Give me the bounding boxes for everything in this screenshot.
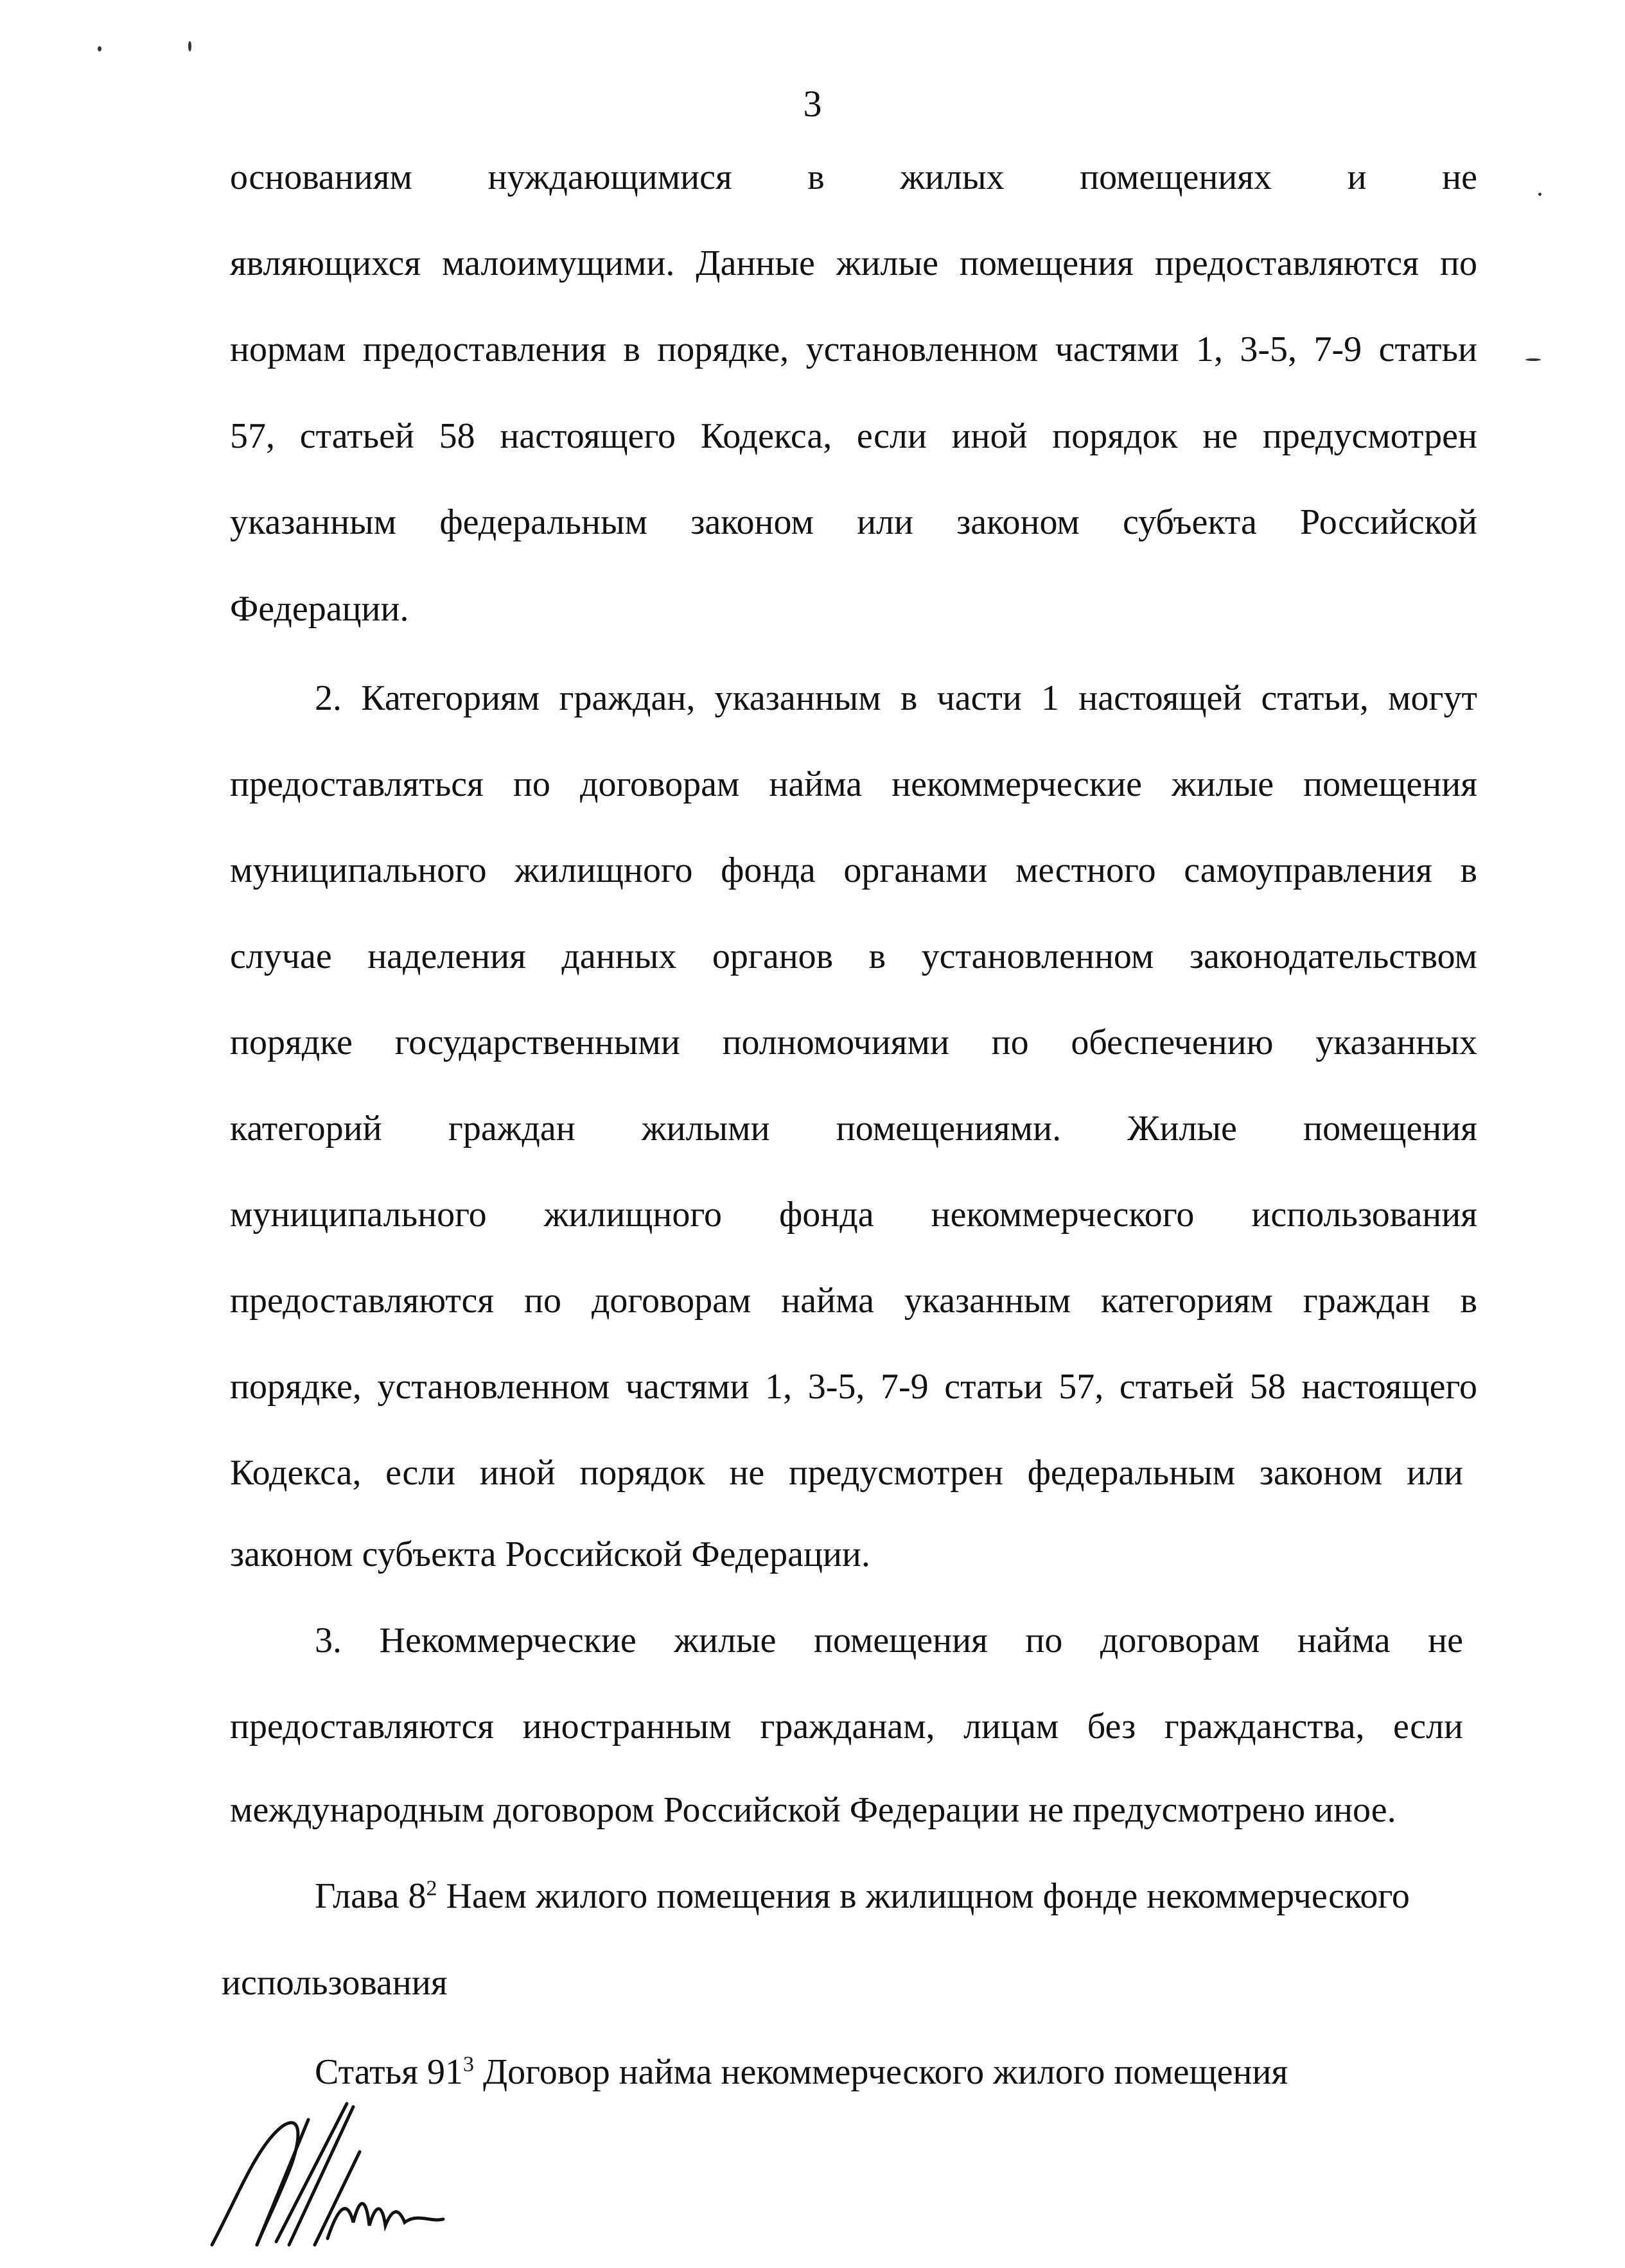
chapter-heading-continuation: использования [222,1963,448,2003]
text-line: являющихся малоимущими. Данные жилые помещения предоставляются по [230,243,1477,283]
text-line: случае наделения данных органов в установленном законодательством [230,936,1477,976]
article-prefix: Статья 91 [315,2052,463,2092]
text-line: 3. Некоммерческие жилые помещения по договорам найма не [315,1621,1463,1660]
page-number: 3 [803,83,822,125]
text-line: законом субъекта Российской Федерации. [230,1534,870,1574]
text-line: Кодекса, если иной порядок не предусмотрен федеральным законом или [230,1453,1463,1493]
text-line: муниципального жилищного фонда органами местного самоуправления в [230,850,1477,890]
article-title: Договор найма некоммерческого жилого помещения [473,2052,1288,2092]
scan-speck [188,41,191,51]
signature [199,2100,533,2255]
text-line: международным договором Российской Федерации не предусмотрено иное. [230,1790,1396,1830]
text-line: нормам предоставления в порядке, установленном частями 1, 3-5, 7-9 статьи [230,330,1477,369]
scan-speck [1525,358,1541,361]
text-line: 2. Категориям граждан, указанным в части 1 настоящей статьи, могут [315,678,1477,718]
text-line: указанным федеральным законом или законом субъекта Российской [230,502,1477,542]
chapter-title: Наем жилого помещения в жилищном фонде некоммерческого [437,1876,1410,1916]
text-line: порядке государственными полномочиями по обеспечению указанных [230,1023,1477,1062]
article-heading [315,2050,1477,2095]
chapter-prefix: Глава 8 [315,1876,426,1916]
text-line: 57, статьей 58 настоящего Кодекса, если иной порядок не предусмотрен [230,416,1477,456]
text-line: Федерации. [230,589,409,629]
chapter-superscript: 2 [426,1876,437,1901]
text-line: муниципального жилищного фонда некоммерческого использования [230,1195,1477,1235]
text-line: предоставляются по договорам найма указанным категориям граждан в [230,1281,1477,1321]
text-line: основаниям нуждающимися в жилых помещениях и не [230,157,1477,197]
article-superscript: 3 [462,2052,474,2077]
text-line: предоставляться по договорам найма некоммерческие жилые помещения [230,764,1477,804]
scan-speck [1538,193,1542,196]
chapter-heading [315,1874,1477,1919]
text-line: предоставляются иностранным гражданам, лицам без гражданства, если [230,1707,1463,1746]
scan-speck [98,46,101,51]
text-line: порядке, установленном частями 1, 3-5, 7-9 статьи 57, статьей 58 настоящего [230,1367,1477,1407]
text-line: категорий граждан жилыми помещениями. Жилые помещения [230,1109,1477,1148]
